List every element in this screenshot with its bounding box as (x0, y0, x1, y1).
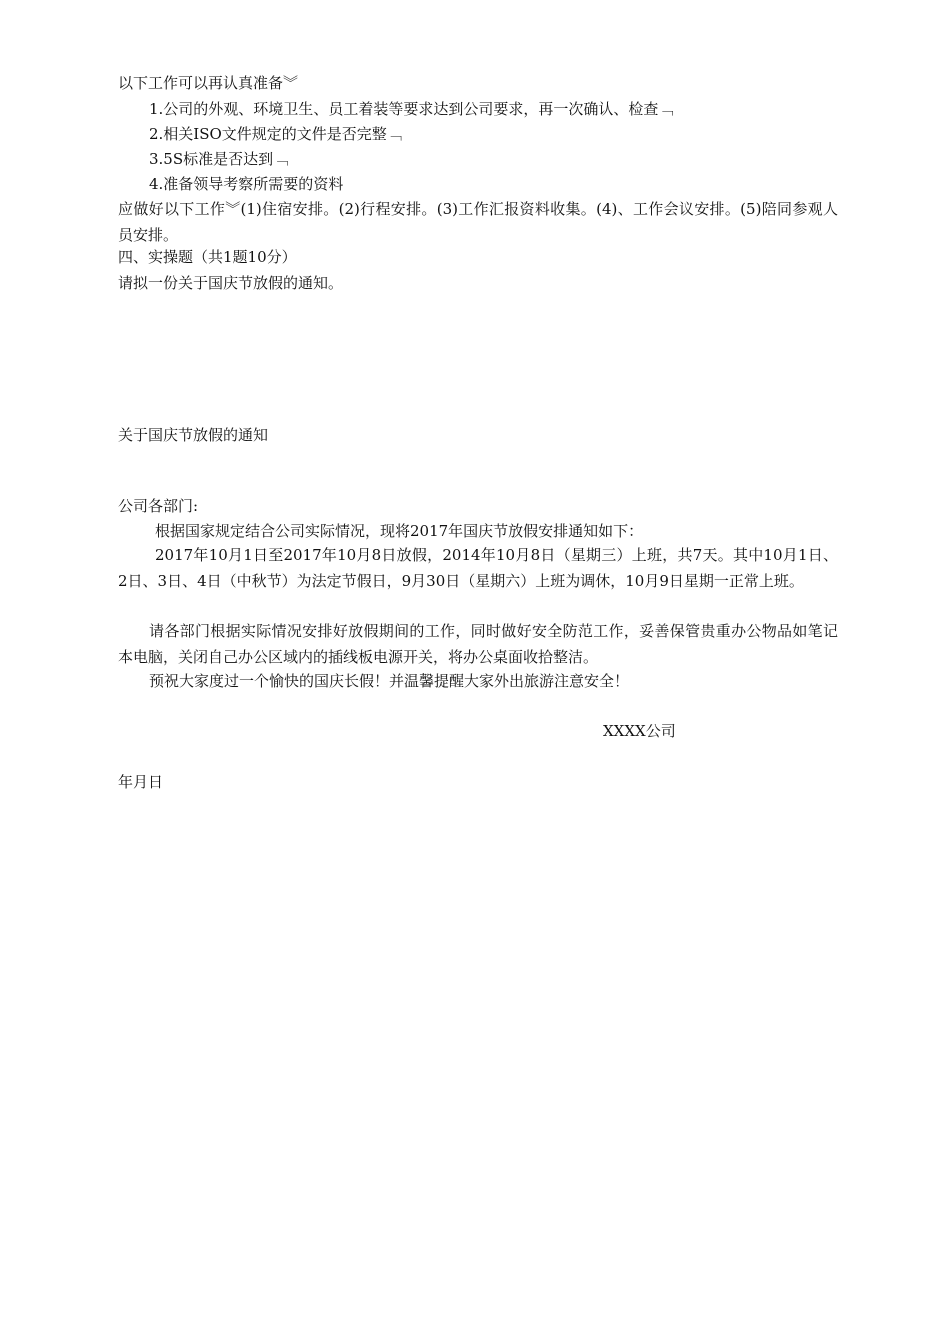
notice-signature: XXXX公司 (603, 722, 676, 740)
notice-paragraph-1: 根据国家规定结合公司实际情况，现将2017年国庆节放假安排通知如下： (155, 522, 644, 540)
prep-item-4: 4.准备领导考察所需要的资料 (149, 175, 344, 193)
should-do-paragraph: 应做好以下工作︾(1)住宿安排。(2)行程安排。(3)工作汇报资料收集。(4)、工作会议安排。(5)陪同参观人员安排。 (118, 200, 838, 244)
notice-date: 年月日 (118, 773, 164, 791)
prep-intro: 以下工作可以再认真准备︾ (118, 74, 299, 92)
prep-item-2: 2.相关ISO文件规定的文件是否完整﹁ (149, 125, 402, 143)
notice-paragraph-2: 2017年10月1日至2017年10月8日放假，2014年10月8日（星期三）上班，共7天。其中10月1日、2日、3日、4日（中秋节）为法定节假日，9月30日（星期六）上班为调休，10月9日星期一正常上班。 (118, 546, 838, 590)
notice-title: 关于国庆节放假的通知 (118, 426, 269, 444)
notice-paragraph-4: 预祝大家度过一个愉快的国庆长假！并温馨提醒大家外出旅游注意安全！ (149, 672, 630, 690)
section-heading: 四、实操题（共1题10分） (118, 248, 297, 266)
notice-salutation: 公司各部门: (118, 497, 199, 515)
prep-item-3: 3.5S标准是否达到﹁ (149, 150, 289, 168)
task-question: 请拟一份关于国庆节放假的通知。 (118, 274, 344, 292)
notice-paragraph-3: 请各部门根据实际情况安排好放假期间的工作，同时做好安全防范工作，妥善保管贵重办公物品如笔记本电脑，关闭自己办公区域内的插线板电源开关，将办公桌面收拾整洁。 (118, 622, 838, 666)
prep-item-1: 1.公司的外观、环境卫生、员工着装等要求达到公司要求，再一次确认、检查﹁ (149, 100, 674, 118)
